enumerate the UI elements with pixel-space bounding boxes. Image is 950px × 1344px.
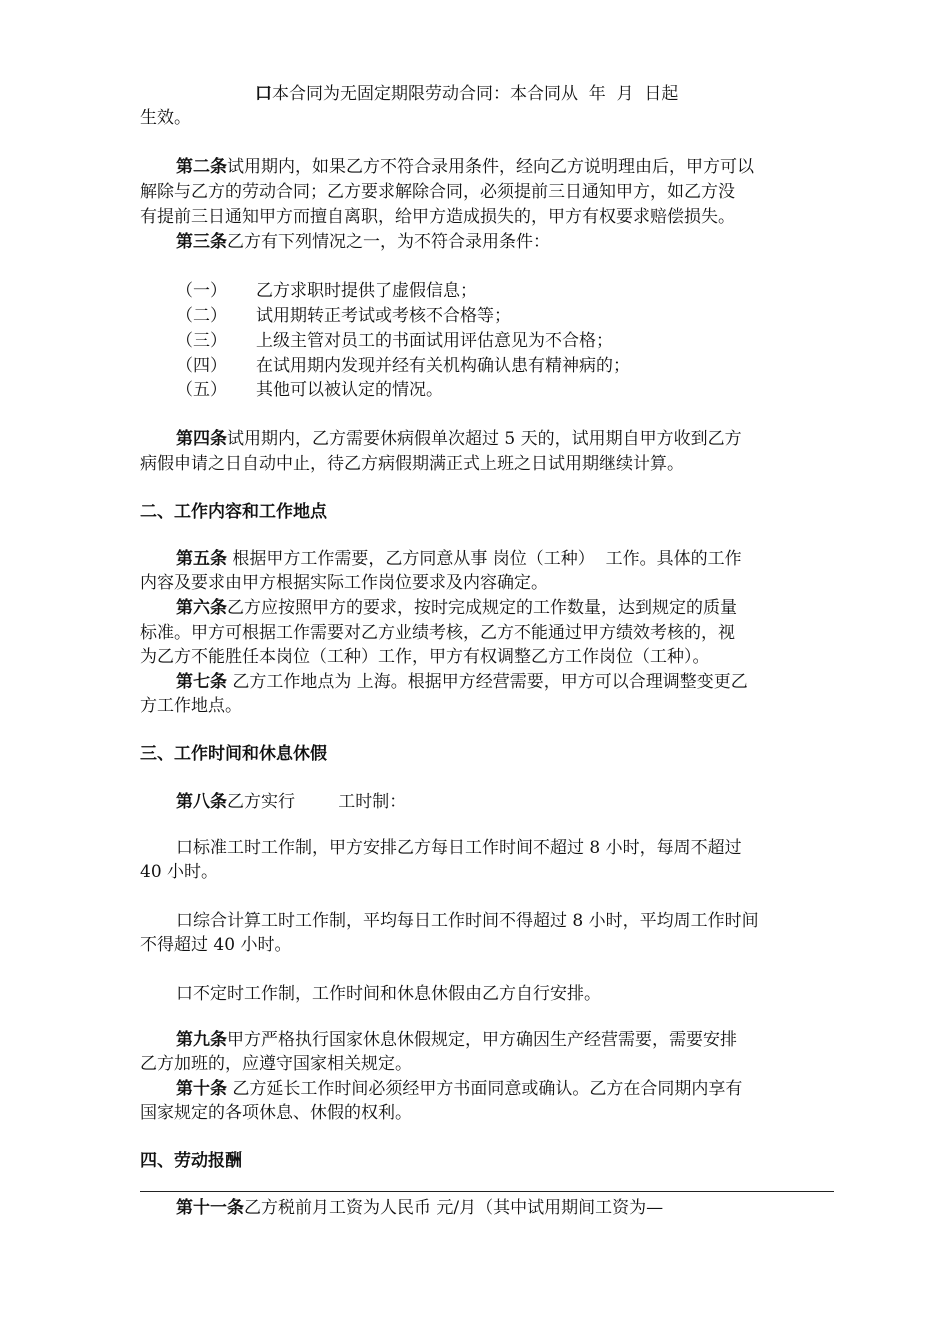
article-4-line2: 病假申请之日自动中止，待乙方病假期满正式上班之日试用期继续计算。: [140, 454, 684, 474]
option-flexible: 口不定时工作制，工作时间和休息休假由乙方自行安排。: [176, 984, 601, 1004]
article-9-line2: 乙方加班的，应遵守国家相关规定。: [140, 1054, 412, 1074]
section-heading-3: 三、工作时间和休息休假: [140, 744, 327, 764]
option-standard-line1: 口标准工时工作制，甲方安排乙方每日工作时间不超过 8 小时，每周不超过: [176, 838, 742, 858]
article-5-line1: 第五条 根据甲方工作需要，乙方同意从事 岗位（工种） 工作。具体的工作: [176, 549, 742, 569]
option-comprehensive-line2: 不得超过 40 小时。: [140, 935, 292, 955]
article-10-line2: 国家规定的各项休息、休假的权利。: [140, 1103, 412, 1123]
section-heading-4: 四、劳动报酬: [140, 1151, 242, 1171]
list-item: （三） 上级主管对员工的书面试用评估意见为不合格；: [176, 331, 613, 351]
article-8-line1: 第八条乙方实行 工时制：: [176, 792, 407, 812]
list-item: （五） 其他可以被认定的情况。: [176, 380, 443, 400]
article-6-line2: 标准。甲方可根据工作需要对乙方业绩考核，乙方不能通过甲方绩效考核的，视: [140, 623, 735, 643]
article-4-line1: 第四条试用期内，乙方需要休病假单次超过 5 天的，试用期自甲方收到乙方: [176, 429, 742, 449]
divider: [140, 1191, 834, 1192]
article-10-line1: 第十条 乙方延长工作时间必须经甲方书面同意或确认。乙方在合同期内享有: [176, 1079, 743, 1099]
option-standard-line2: 40 小时。: [140, 862, 219, 882]
article-5-line2: 内容及要求由甲方根据实际工作岗位要求及内容确定。: [140, 573, 548, 593]
list-item: （四） 在试用期内发现并经有关机构确认患有精神病的；: [176, 356, 630, 376]
section-heading-2: 二、工作内容和工作地点: [140, 502, 327, 522]
article-2-line2: 解除与乙方的劳动合同；乙方要求解除合同，必须提前三日通知甲方，如乙方没: [140, 182, 735, 202]
article-3-line1: 第三条乙方有下列情况之一，为不符合录用条件：: [176, 232, 550, 252]
article-7-line2: 方工作地点。: [140, 696, 242, 716]
article-7-line1: 第七条 乙方工作地点为 上海。根据甲方经营需要，甲方可以合理调整变更乙: [176, 672, 748, 692]
line-effective: 生效。: [140, 108, 191, 128]
article-9-line1: 第九条甲方严格执行国家休息休假规定，甲方确因生产经营需要，需要安排: [176, 1030, 737, 1050]
list-item: （一） 乙方求职时提供了虚假信息；: [176, 281, 477, 301]
article-6-line3: 为乙方不能胜任本岗位（工种）工作，甲方有权调整乙方工作岗位（工种）。: [140, 647, 710, 667]
article-6-line1: 第六条乙方应按照甲方的要求，按时完成规定的工作数量，达到规定的质量: [176, 598, 737, 618]
list-item: （二） 试用期转正考试或考核不合格等；: [176, 306, 511, 326]
article-11-line1: 第十一条乙方税前月工资为人民币 元/月（其中试用期间工资为—: [176, 1198, 664, 1218]
line-fixed-term: 口本合同为无固定期限劳动合同：本合同从 年 月 日起: [255, 84, 679, 104]
article-2-line3: 有提前三日通知甲方而擅自离职，给甲方造成损失的，甲方有权要求赔偿损失。: [140, 207, 735, 227]
option-comprehensive-line1: 口综合计算工时工作制，平均每日工作时间不得超过 8 小时，平均周工作时间: [176, 911, 759, 931]
article-2-line1: 第二条试用期内，如果乙方不符合录用条件，经向乙方说明理由后，甲方可以: [176, 157, 754, 177]
